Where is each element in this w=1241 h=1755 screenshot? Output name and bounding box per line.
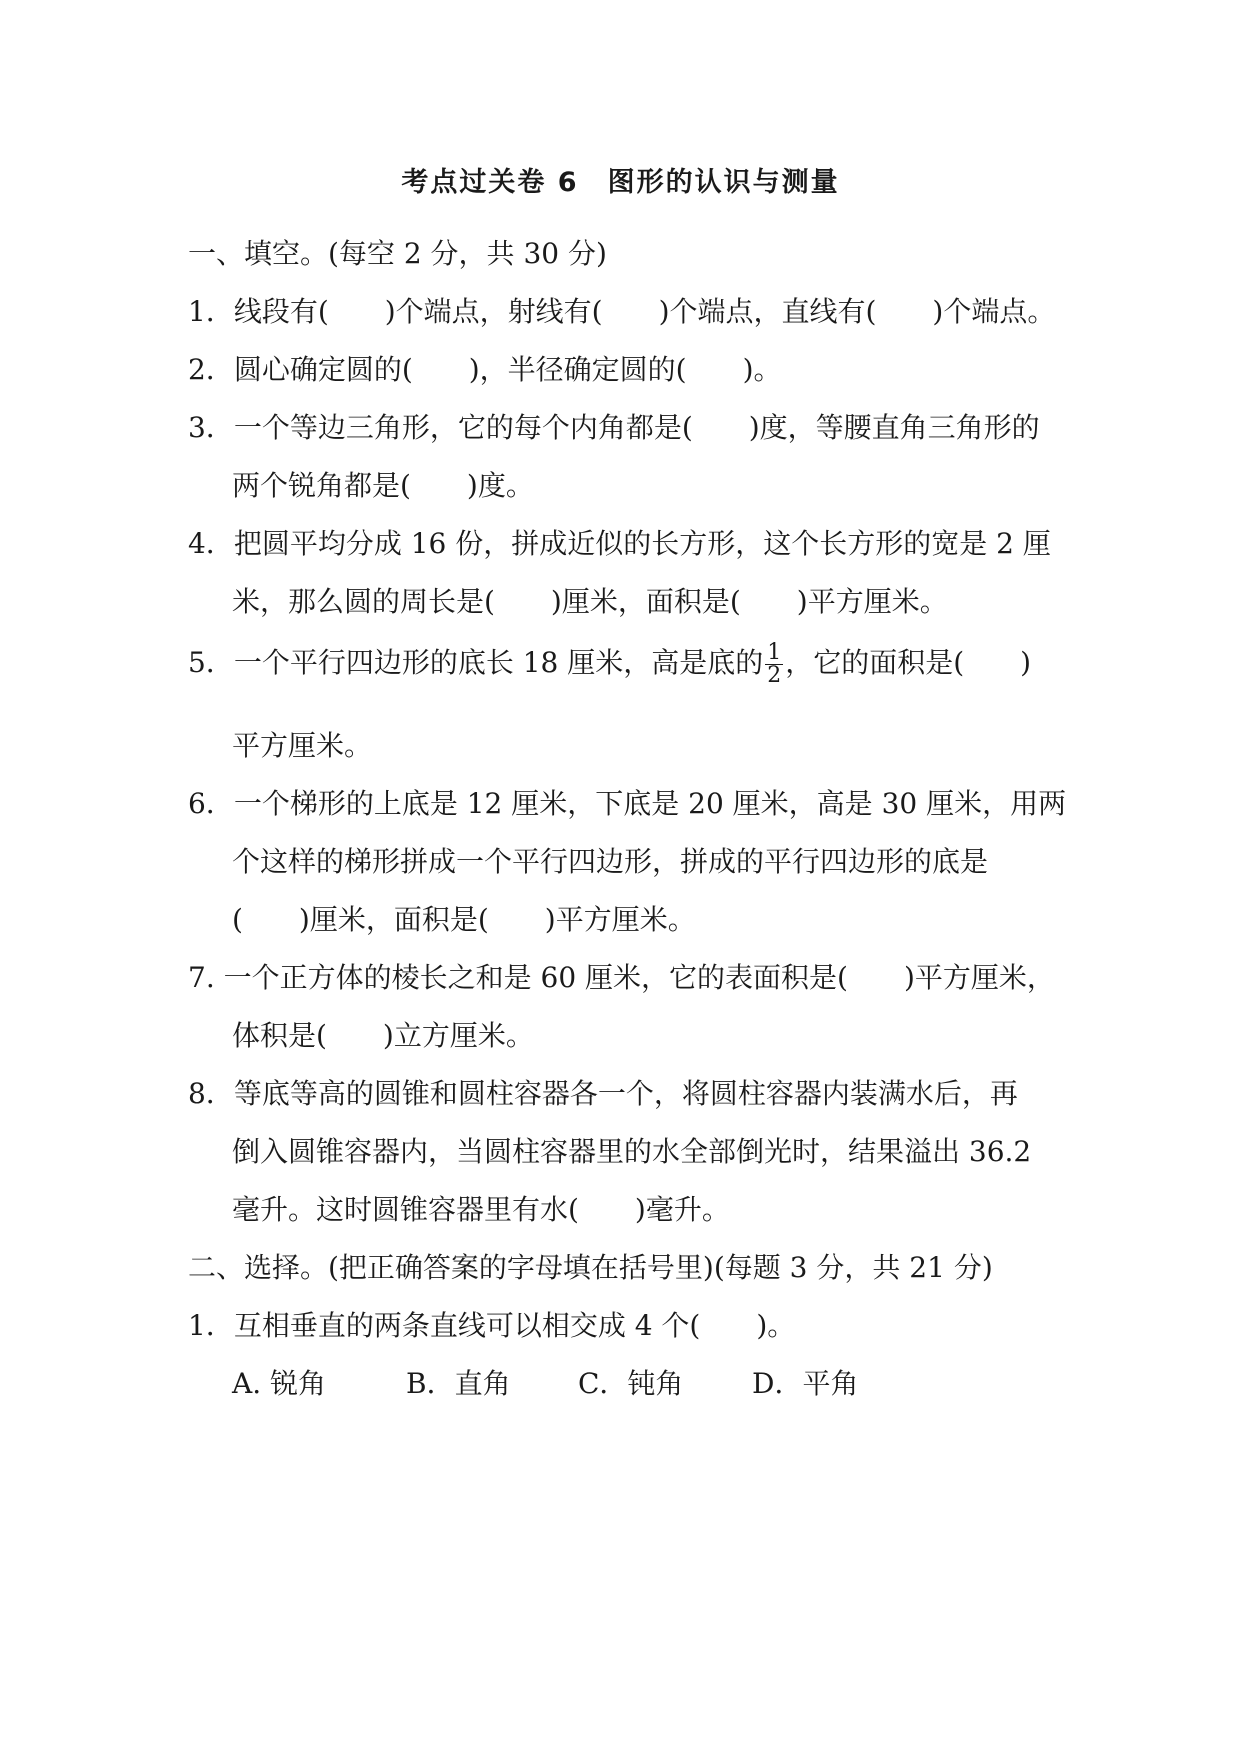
option-c: C．钝角 [578, 1367, 684, 1400]
fraction-denominator: 2 [767, 663, 782, 688]
question-1-7-line-2: 体积是( )立方厘米。 [232, 1019, 534, 1052]
question-1-6-line-1: 6．一个梯形的上底是 12 厘米，下底是 20 厘米，高是 30 厘米，用两 [188, 787, 1067, 820]
question-1-5-text-after: ，它的面积是( ) [785, 646, 1032, 679]
section-2-heading: 二、选择。(把正确答案的字母填在括号里)(每题 3 分，共 21 分) [188, 1251, 993, 1284]
question-1-3-line-1: 3．一个等边三角形，它的每个内角都是( )度，等腰直角三角形的 [188, 411, 1040, 444]
question-1-6-line-3: ( )厘米，面积是( )平方厘米。 [232, 903, 696, 936]
option-d: D．平角 [752, 1367, 859, 1400]
question-1-3-line-2: 两个锐角都是( )度。 [232, 469, 534, 502]
question-1-5-line-2: 平方厘米。 [232, 729, 373, 762]
question-1-8-line-2: 倒入圆锥容器内，当圆柱容器里的水全部倒光时，结果溢出 36.2 [232, 1135, 1032, 1168]
option-b: B．直角 [406, 1367, 511, 1400]
question-1-2: 2．圆心确定圆的( )，半径确定圆的( )。 [188, 353, 782, 386]
question-1-5-line-1 [188, 642, 1031, 687]
section-1-heading: 一、填空。(每空 2 分，共 30 分) [188, 237, 607, 270]
page-title: 考点过关卷 6 图形的认识与测量 [401, 167, 840, 198]
fraction-one-half [765, 642, 783, 687]
option-a: A. 锐角 [232, 1367, 327, 1400]
question-1-4-line-2: 米，那么圆的周长是( )厘米，面积是( )平方厘米。 [232, 585, 948, 618]
question-1-1: 1．线段有( )个端点，射线有( )个端点，直线有( )个端点。 [188, 295, 1056, 328]
fraction-numerator: 1 [767, 640, 782, 665]
question-1-8-line-1: 8．等底等高的圆锥和圆柱容器各一个，将圆柱容器内装满水后，再 [188, 1077, 1018, 1110]
question-1-6-line-2: 个这样的梯形拼成一个平行四边形，拼成的平行四边形的底是 [232, 845, 989, 878]
question-1-7-line-1: 7. 一个正方体的棱长之和是 60 厘米，它的表面积是( )平方厘米， [188, 961, 1055, 994]
question-1-8-line-3: 毫升。这时圆锥容器里有水( )毫升。 [232, 1193, 730, 1226]
question-1-5-text-before: 5．一个平行四边形的底长 18 厘米，高是底的 [188, 646, 764, 679]
question-1-4-line-1: 4．把圆平均分成 16 份，拼成近似的长方形，这个长方形的宽是 2 厘 [188, 527, 1051, 560]
question-2-1: 1．互相垂直的两条直线可以相交成 4 个( )。 [188, 1309, 796, 1342]
